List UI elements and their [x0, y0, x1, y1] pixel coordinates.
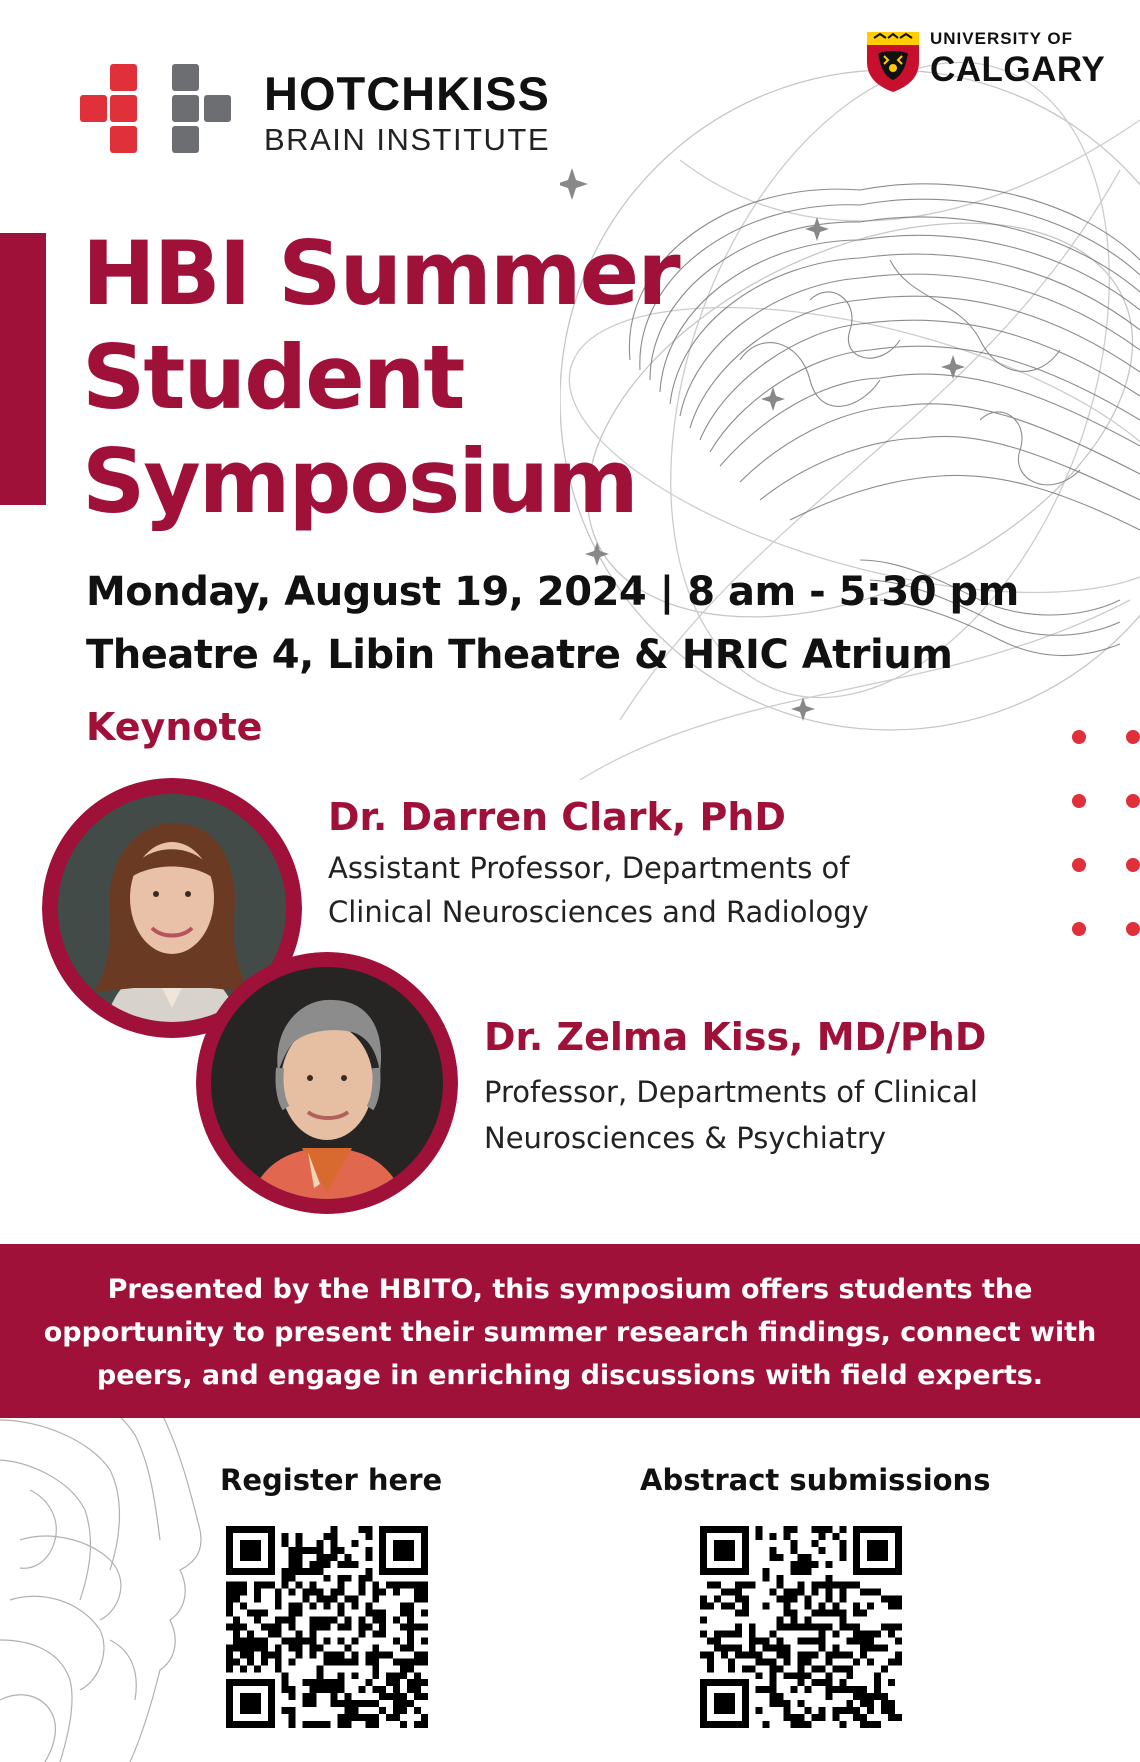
- uc-logo-line2: CALGARY: [930, 50, 1106, 89]
- keynote-heading: Keynote: [86, 705, 263, 749]
- speaker-1-role-line1: Assistant Professor, Departments of: [328, 851, 850, 885]
- event-title-line3: Symposium: [82, 430, 637, 533]
- event-title-line2: Student: [82, 326, 464, 429]
- hbi-squares-icon: [80, 64, 232, 156]
- event-venue: Theatre 4, Libin Theatre & HRIC Atrium: [86, 632, 953, 678]
- speaker-1-name: Dr. Darren Clark, PhD: [328, 795, 786, 839]
- event-description: [30, 1268, 1110, 1397]
- speaker-2-role-line2: Neurosciences & Psychiatry: [484, 1121, 887, 1155]
- description-line3: peers, and engage in enriching discussions with field experts.: [96, 1360, 1044, 1391]
- university-of-calgary-logo: [864, 26, 1104, 94]
- hbi-logo-subtitle: BRAIN INSTITUTE: [264, 122, 551, 157]
- speaker-2-photo: [196, 952, 458, 1214]
- event-date-time: Monday, August 19, 2024 | 8 am - 5:30 pm: [86, 569, 1019, 615]
- register-label: Register here: [220, 1463, 443, 1497]
- description-line2: opportunity to present their summer research findings, connect with: [43, 1317, 1097, 1348]
- event-title: [82, 222, 679, 534]
- register-qr-code-icon[interactable]: [226, 1526, 428, 1728]
- abstract-submissions-qr-code-icon[interactable]: [700, 1526, 902, 1728]
- hbi-logo-name: HOTCHKISS: [264, 67, 550, 120]
- speaker-2-name: Dr. Zelma Kiss, MD/PhD: [484, 1015, 987, 1059]
- hotchkiss-logo: [80, 64, 600, 156]
- uc-crest-icon: [864, 28, 922, 94]
- title-accent-bar: [0, 233, 46, 505]
- description-line1: Presented by the HBITO, this symposium offers students the: [107, 1274, 1033, 1305]
- speaker-1-role-line2: Clinical Neurosciences and Radiology: [328, 895, 869, 929]
- event-title-line1: HBI Summer: [82, 222, 679, 325]
- decorative-dots: [1070, 724, 1140, 944]
- speaker-2-role-line1: Professor, Departments of Clinical: [484, 1075, 978, 1109]
- abstract-submissions-label: Abstract submissions: [640, 1463, 991, 1497]
- uc-logo-line1: UNIVERSITY OF: [930, 29, 1074, 48]
